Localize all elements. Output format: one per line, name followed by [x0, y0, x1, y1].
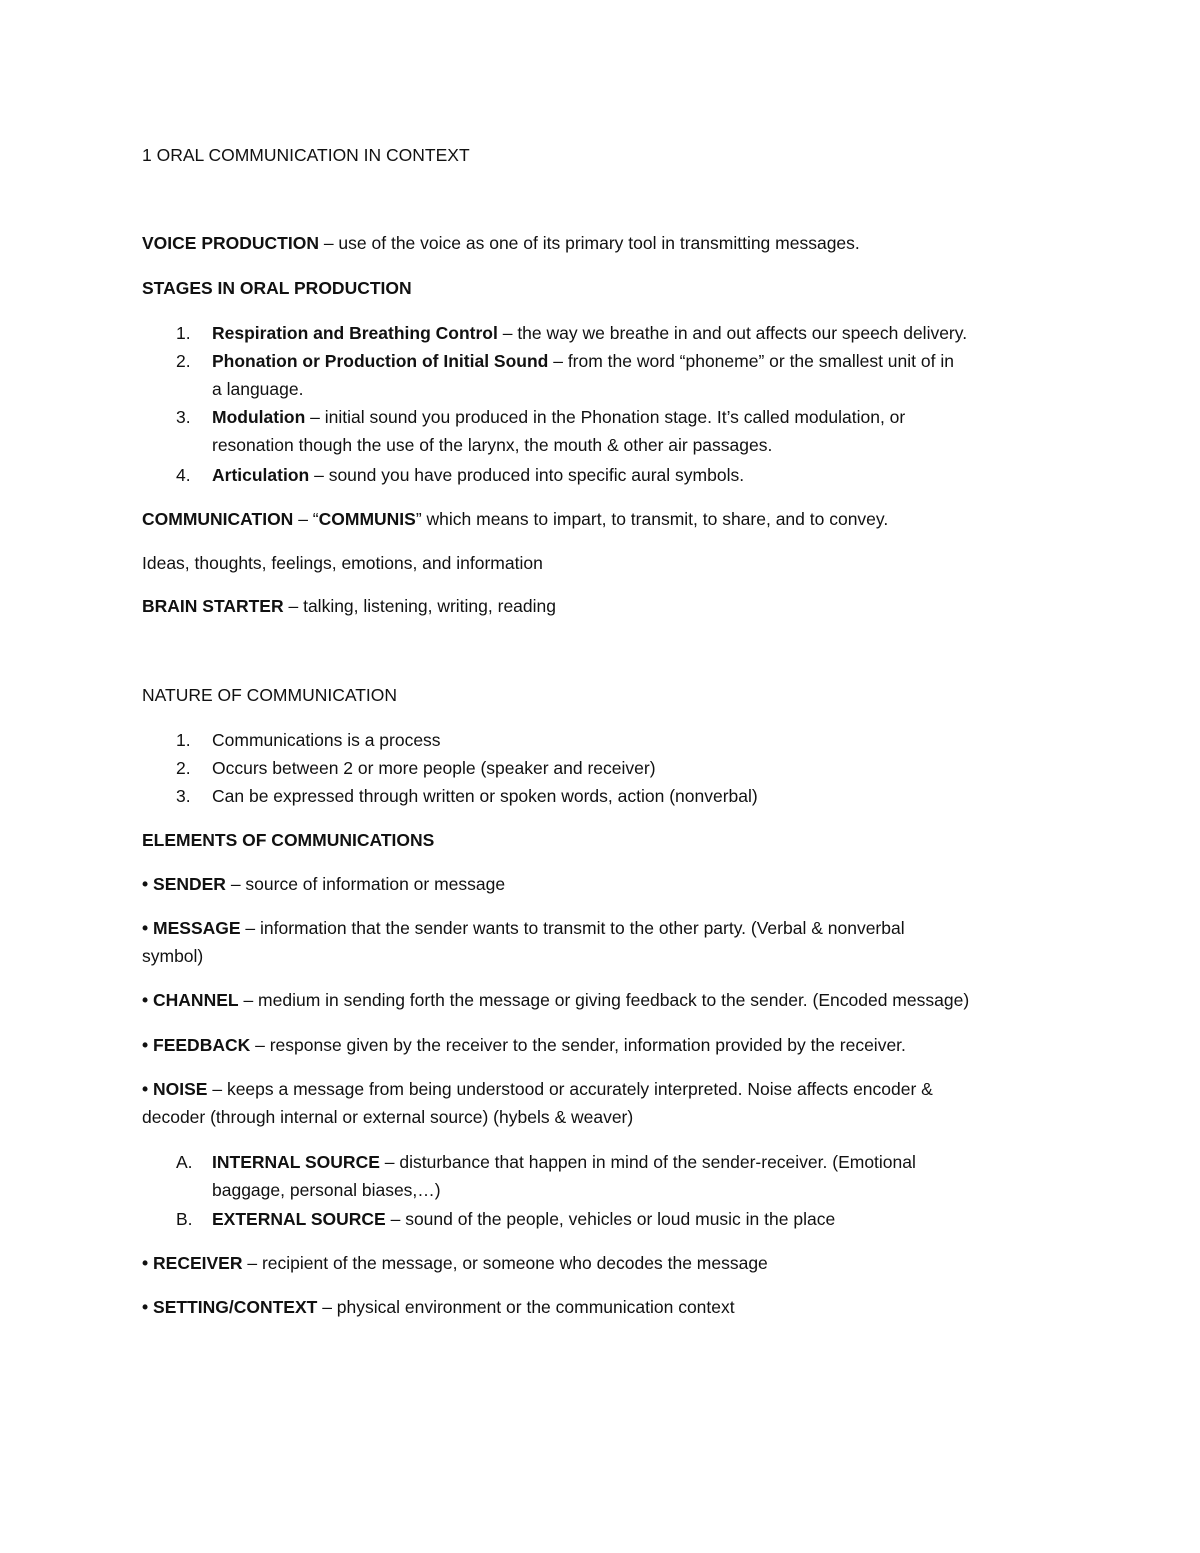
nature-item: Can be expressed through written or spoken words, action (nonverbal)	[212, 786, 758, 806]
element-feedback	[142, 1033, 906, 1057]
latin-term: COMMUNIS	[318, 509, 416, 529]
term: NOISE	[153, 1079, 208, 1099]
bullet: •	[142, 1297, 149, 1317]
stage-item	[212, 321, 967, 345]
definition: – medium in sending forth the message or giving feedback to the sender. (Encoded message)	[238, 990, 970, 1010]
definition: – disturbance that happen in mind of the sender-receiver. (Emotional	[379, 1152, 916, 1172]
noise-source-continued: baggage, personal biases,…)	[212, 1180, 441, 1200]
term: CHANNEL	[153, 990, 239, 1010]
element-message-continued: symbol)	[142, 946, 204, 966]
stage-item	[212, 349, 954, 373]
definition: – sound you have produced into specific aural symbols.	[309, 465, 745, 485]
definition: – initial sound you produced in the Phonation stage. It’s called modulation, or	[305, 407, 906, 427]
list-number: 2.	[176, 758, 191, 778]
element-message	[142, 916, 905, 940]
list-number: 1.	[176, 730, 191, 750]
definition: – talking, listening, writing, reading	[283, 596, 556, 616]
element-sender	[142, 872, 505, 896]
list-number: 3.	[176, 786, 191, 806]
term: Respiration and Breathing Control	[212, 323, 498, 343]
term: BRAIN STARTER	[142, 596, 284, 616]
definition: – the way we breathe in and out affects our speech delivery.	[497, 323, 968, 343]
list-letter: B.	[176, 1209, 193, 1229]
voice-production-definition	[142, 231, 860, 255]
nature-item: Communications is a process	[212, 730, 441, 750]
definition: – response given by the receiver to the sender, information provided by the receiver.	[250, 1035, 906, 1055]
heading-text: STAGES IN ORAL PRODUCTION	[142, 278, 412, 298]
stage-item-continued: a language.	[212, 379, 304, 399]
element-channel	[142, 988, 969, 1012]
element-setting	[142, 1295, 735, 1319]
stage-item	[212, 463, 744, 487]
bullet: •	[142, 874, 149, 894]
list-letter: A.	[176, 1152, 193, 1172]
bullet: •	[142, 1035, 149, 1055]
stage-item-continued: resonation though the use of the larynx, the mouth & other air passages.	[212, 435, 773, 455]
list-number: 4.	[176, 465, 191, 485]
definition: – use of the voice as one of its primary tool in transmitting messages.	[318, 233, 860, 253]
stage-item	[212, 405, 905, 429]
term: RECEIVER	[153, 1253, 243, 1273]
term: VOICE PRODUCTION	[142, 233, 319, 253]
stages-heading	[142, 276, 412, 300]
term: INTERNAL SOURCE	[212, 1152, 380, 1172]
bullet: •	[142, 990, 149, 1010]
title-text: 1 ORAL COMMUNICATION IN CONTEXT	[142, 145, 470, 165]
document-title	[142, 143, 470, 167]
definition: – keeps a message from being understood or accurately interpreted. Noise affects encoder &	[207, 1079, 933, 1099]
bullet: •	[142, 1253, 149, 1273]
term: MESSAGE	[153, 918, 241, 938]
element-receiver	[142, 1251, 768, 1275]
nature-heading: NATURE OF COMMUNICATION	[142, 685, 398, 705]
list-number: 2.	[176, 351, 191, 371]
term: Phonation or Production of Initial Sound	[212, 351, 549, 371]
term: COMMUNICATION	[142, 509, 294, 529]
definition: – information that the sender wants to transmit to the other party. (Verbal & nonverbal	[240, 918, 905, 938]
ideas-line: Ideas, thoughts, feelings, emotions, and information	[142, 553, 543, 573]
communication-definition	[142, 507, 888, 531]
element-noise-continued: decoder (through internal or external source) (hybels & weaver)	[142, 1107, 634, 1127]
term: FEEDBACK	[153, 1035, 251, 1055]
definition: – sound of the people, vehicles or loud music in the place	[385, 1209, 836, 1229]
term: SETTING/CONTEXT	[153, 1297, 318, 1317]
elements-heading: ELEMENTS OF COMMUNICATIONS	[142, 830, 435, 850]
definition: – source of information or message	[225, 874, 506, 894]
definition: – physical environment or the communication context	[317, 1297, 735, 1317]
term: SENDER	[153, 874, 226, 894]
definition: – from the word “phoneme” or the smallest unit of in	[548, 351, 954, 371]
element-noise	[142, 1077, 933, 1101]
list-number: 1.	[176, 323, 191, 343]
nature-item: Occurs between 2 or more people (speaker and receiver)	[212, 758, 656, 778]
definition: – recipient of the message, or someone who decodes the message	[242, 1253, 768, 1273]
definition: ” which means to impart, to transmit, to share, and to convey.	[415, 509, 889, 529]
bullet: •	[142, 1079, 149, 1099]
noise-source-item	[212, 1150, 916, 1174]
list-number: 3.	[176, 407, 191, 427]
dash: – “	[293, 509, 319, 529]
term: EXTERNAL SOURCE	[212, 1209, 386, 1229]
brain-starter-definition	[142, 594, 556, 618]
noise-source-item	[212, 1207, 835, 1231]
term: Modulation	[212, 407, 306, 427]
term: Articulation	[212, 465, 310, 485]
bullet: •	[142, 918, 149, 938]
